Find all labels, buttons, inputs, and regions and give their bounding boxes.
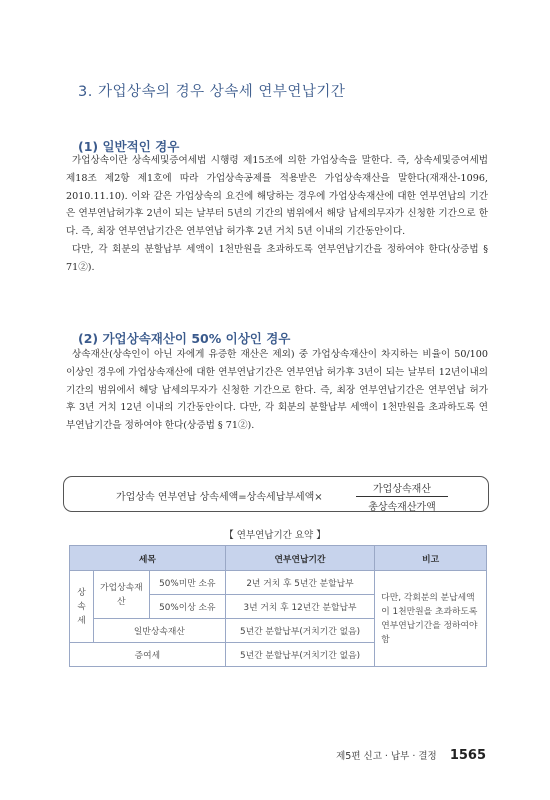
header-period: 연부연납기간 bbox=[225, 546, 375, 571]
sub-group-family-business bbox=[93, 571, 149, 619]
summary-table bbox=[69, 545, 487, 667]
formula-box bbox=[63, 476, 489, 512]
section2-heading: (2) 가업상속재산이 50% 이상인 경우 bbox=[78, 331, 291, 346]
sub-group-label: 가업상속재산 bbox=[100, 582, 143, 607]
footer-section: 제5편 신고 · 납부 · 결정 bbox=[336, 751, 437, 762]
section1-paragraph1: 가업상속이란 상속세및증여세법 시행령 제15조에 의한 가업상속을 말한다. 즉, 상속세및증여세법 제18조 제2항 제1호에 따라 가업상속공제를 적용받은 가업상속재산을 말한다(재재산-1096, 2010.11.10). 이와 같은 가업상속의 요건에 해당하는 경우에 가업상속재산에 대한 연부연납의 기간은 연부연납허가후 2년이 되는 날부터 5년의 기간의 범위에서 해당 납세의무자가 신청한 기간으로 한다. 즉, 최장 연부연납기간은 연부연납 허가후 2년 거치 5년 이내의 기간동안이다. bbox=[66, 155, 488, 238]
period-cell: 5년간 분할납부(거치기간 없음) bbox=[225, 619, 375, 643]
section2-body bbox=[66, 346, 488, 435]
page-footer bbox=[0, 744, 486, 763]
formula-denominator: 총상속재산가액 bbox=[368, 502, 436, 513]
note-cell: 다만, 각회분의 분납세액이 1천만원을 초과하도록 연부연납기간을 정하여야 함 bbox=[375, 571, 487, 667]
section1-paragraph2: 다만, 각 회분의 분할납부 세액이 1천만원을 초과하도록 연부연납기간을 정하여야 한다(상증법 § 71②). bbox=[66, 243, 488, 273]
header-tax-item: 세목 bbox=[70, 546, 226, 571]
row-group-inheritance bbox=[70, 571, 94, 643]
header-note: 비고 bbox=[375, 546, 487, 571]
period-cell: 2년 거치 후 5년간 분할납부 bbox=[225, 571, 375, 595]
condition-cell: 증여세 bbox=[70, 643, 226, 667]
page-number: 1565 bbox=[449, 748, 486, 763]
period-cell: 3년 거치 후 12년간 분할납부 bbox=[225, 595, 375, 619]
formula-left: 가업상속 연부연납 상속세액=상속세납부세액× bbox=[116, 492, 323, 503]
period-cell: 5년간 분할납부(거치기간 없음) bbox=[225, 643, 375, 667]
condition-cell: 50%이상 소유 bbox=[149, 595, 225, 619]
section2-paragraph: 상속재산(상속인이 아닌 자에게 유증한 재산은 제외) 중 가업상속재산이 차지하는 비율이 50/100 이상인 경우에 가업상속재산에 대한 연부연납기간은 연부연납 허가후 3년이 되는 날부터 12년이내의 기간의 범위에서 해당 납세의무자가 신청한 기간으로 한다. 즉, 최장 연부연납기간은 연부연납 허가 후 3년 거치 12년 이내의 기간동안이다. 다만, 각 회분의 분할납부 세액이 1천만원을 초과하도록 연부연납기간을 정하여야 한다(상증법 § 71②). bbox=[66, 349, 488, 432]
condition-cell: 일반상속재산 bbox=[93, 619, 225, 643]
condition-cell: 50%미만 소유 bbox=[149, 571, 225, 595]
chapter-title: 3. 가업상속의 경우 상속세 연부연납기간 bbox=[78, 84, 346, 100]
formula-fraction bbox=[356, 480, 448, 513]
table-caption: 【 연부연납기간 요약 】 bbox=[224, 530, 326, 541]
formula-numerator: 가업상속재산 bbox=[356, 480, 448, 497]
row-group-label: 상속세 bbox=[77, 587, 86, 626]
section1-heading: (1) 일반적인 경우 bbox=[78, 139, 180, 154]
section1-body bbox=[66, 152, 488, 277]
table-row bbox=[70, 571, 487, 595]
table-header-row bbox=[70, 546, 487, 571]
